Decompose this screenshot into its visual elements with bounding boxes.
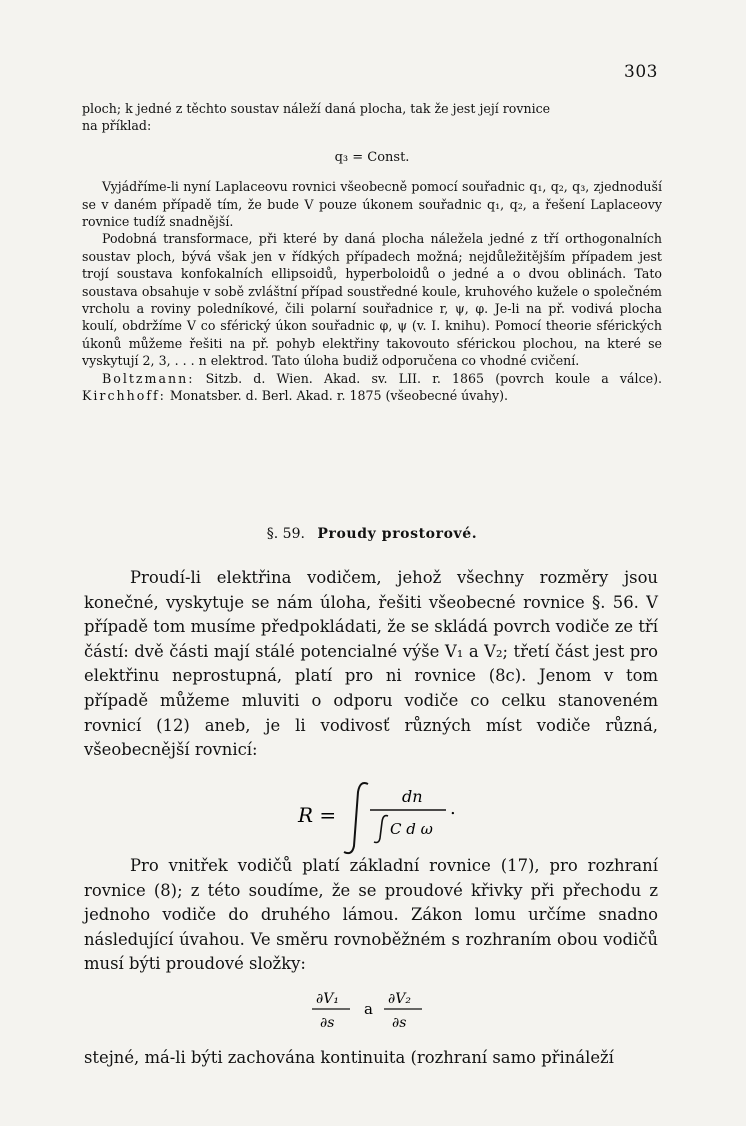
large-text-block-1 [84,566,658,763]
integral-sign-inner [374,816,388,843]
section-heading [82,526,662,542]
formula-partial-svg [300,988,440,1032]
paragraph-interior: Pro vnitřek vodičů platí základní rovnice (17), pro rozhraní rovnice (8); z této soudíme, že se proudové křivky při přechodu z jednoho vodiče do druhého lámou. Zákon lomu určíme snadno následující úvahou. Ve směru rovnoběžném s rozhraním obou vodičů musí býti proudové složky: [84,856,658,974]
formula-resistance-svg [290,778,490,858]
reference-text-kirchhoff: Monatsber. d. Berl. Akad. r. 1875 (všeobecné úvahy). [169,388,509,404]
formula-numerator: dn [402,787,423,806]
paragraph-continuation: stejné, má-li býti zachována kontinuita (rozhraní samo přináleží [84,1048,614,1067]
equation-q3-const: q₃ = Const. [334,149,410,165]
paragraph-laplace: Vyjádříme-li nyní Laplaceovu rovnici všeobecně pomocí souřadnic q₁, q₂, q₃, zjednoduší se v daném případě tím, že bude V pouze úkonem souřadnic q₁, q₂, a řešení Laplaceovy rovnice tudíž snadnější. [82,179,662,230]
integral-sign-outer [344,783,368,853]
partial-denominator-1: ∂s [320,1015,335,1031]
formula-end: . [450,798,456,819]
formula-resistance [290,778,490,858]
small-text-block [82,100,662,405]
partial-denominator-2: ∂s [392,1015,407,1031]
reference-author-kirchhoff: Kirchhoff: [82,388,166,404]
reference-author-boltzmann: Boltzmann: [102,370,195,386]
partial-numerator-2: ∂V₂ [388,991,411,1007]
reference-text-boltzmann: Sitzb. d. Wien. Akad. sv. LII. r. 1865 (povrch koule a válce). [205,370,663,386]
paragraph-intro-line2: na příklad: [82,118,152,134]
partial-numerator-1: ∂V₁ [316,991,339,1007]
page-number: 303 [624,62,658,82]
paragraph-currents: Proudí-li elektřina vodičem, jehož všechny rozměry jsou konečné, vyskytuje se nám úloha, řešiti všeobecné rovnice §. 56. V případě tom musíme předpokládati, že se skládá povrch vodiče ze tří částí: dvě části mají stálé potencialné výše V₁ a V₂; třetí část jest pro elektřinu neprostupná, platí pro ni rovnice (8c). Jenom v tom případě můžeme mluviti o odporu vodiče co celku stanoveném rovnicí (12) aneb, je li vodivosť různých míst vodiče různá, všeobecnější rovnicí: [84,568,658,760]
paragraph-transformation: Podobná transformace, při které by daná plocha náležela jedné z tří orthogonalních soustav ploch, bývá však jen v řídkých případech možná; nejdůležitějším případem jest trojí soustava konfokalních ellipsoidů, hyperboloidů o jedné a o dvou oblinách. Tato soustava obsahuje v sobě zvláštní případ soustředné koule, kruhového kužele o společném vrcholu a roviny poledníkové, čili polarní souřadnice r, ψ, φ. Je-li na př. vodivá plocha koulí, obdržíme V co sférický úkon souřadnic φ, ψ (v. I. knihu). Pomocí theorie sférických úkonů můžeme řešiti na př. pohyb elektřiny takovouto sférickou plochou, na které se vyskytují 2, 3, . . . n elektrod. Tato úloha budiž odporučena co vhodné cvičení. [82,231,662,369]
formula-denominator: C d ω [390,820,433,838]
partial-and: a [364,1000,373,1018]
section-title: Proudy prostorové. [317,526,478,542]
paragraph-intro-line1: ploch; k jedné z těchto soustav náleží daná plocha, tak že jest její rovnice [82,101,551,116]
reference-boltzmann [82,370,662,405]
large-text-block-2 [84,854,658,977]
section-number: §. 59. [266,526,305,542]
formula-lhs: R = [298,803,337,827]
paragraph-intro [82,100,662,135]
formula-partial-derivatives [300,988,440,1032]
